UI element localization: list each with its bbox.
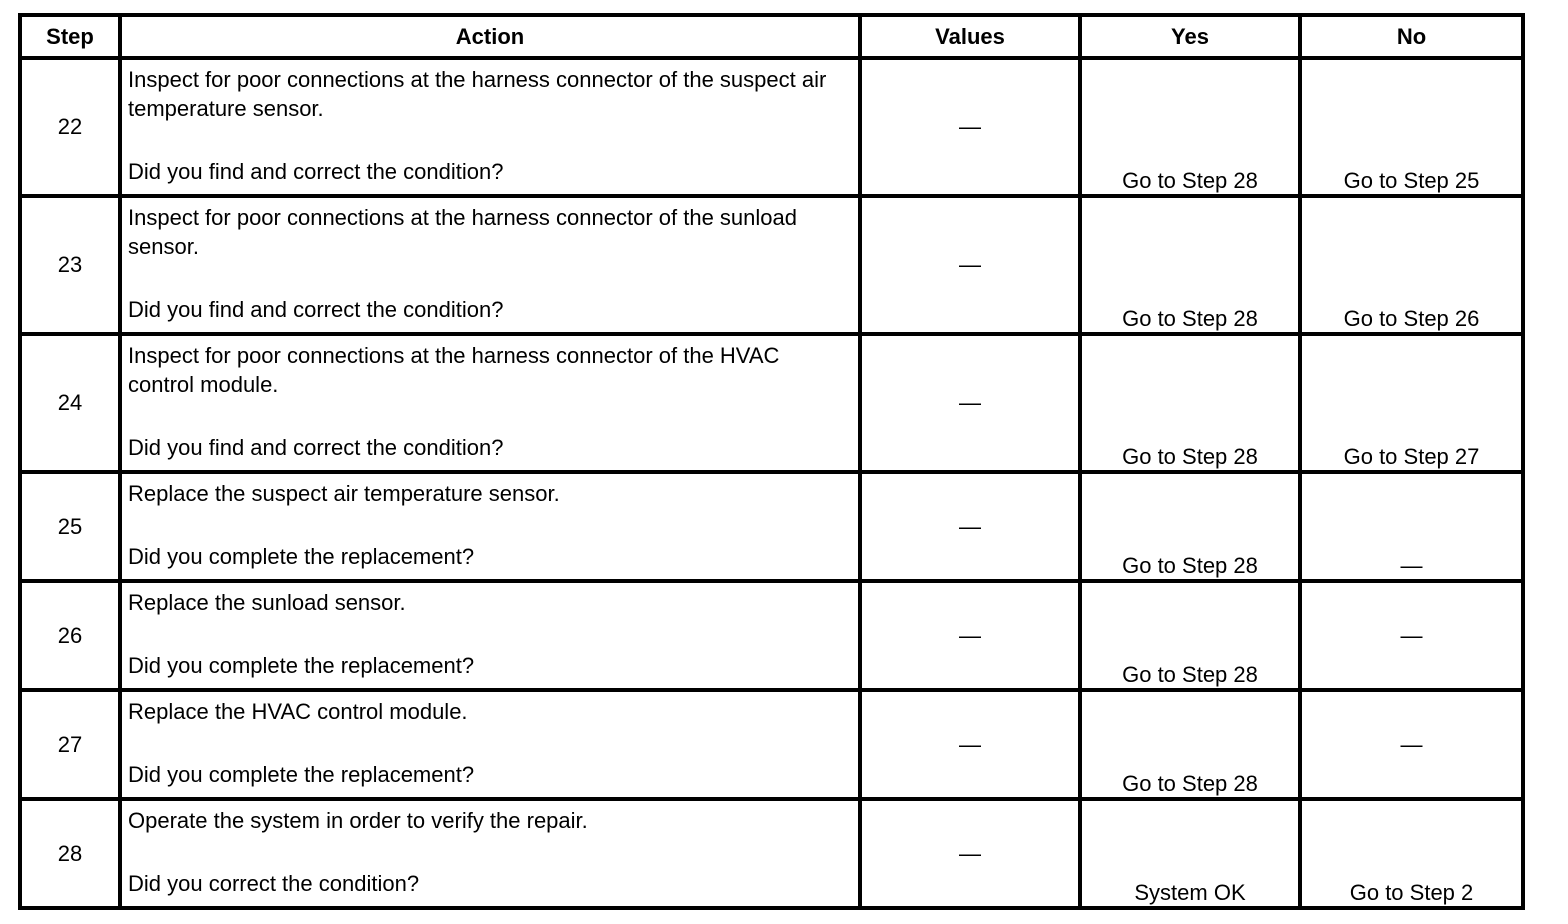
action-question: Did you correct the condition? — [128, 871, 420, 896]
no-cell: Go to Step 2 — [1300, 799, 1523, 908]
action-instruction: Replace the HVAC control module. — [128, 699, 468, 724]
step-number: 25 — [20, 472, 120, 581]
values-cell: — — [860, 334, 1080, 472]
values-cell: — — [860, 196, 1080, 334]
no-cell: — — [1300, 581, 1523, 690]
action-cell — [120, 334, 860, 472]
yes-cell: Go to Step 28 — [1080, 196, 1300, 334]
step-number: 22 — [20, 58, 120, 196]
yes-cell: Go to Step 28 — [1080, 334, 1300, 472]
action-instruction: Inspect for poor connections at the harness connector of the suspect air temperature sensor. — [128, 67, 827, 121]
no-cell: Go to Step 25 — [1300, 58, 1523, 196]
yes-cell: Go to Step 28 — [1080, 472, 1300, 581]
step-number: 28 — [20, 799, 120, 908]
diagnostic-steps-table — [18, 13, 1525, 910]
values-cell: — — [860, 799, 1080, 908]
values-cell: — — [860, 581, 1080, 690]
action-cell — [120, 58, 860, 196]
table-row — [20, 472, 1523, 581]
table-row — [20, 196, 1523, 334]
action-question: Did you find and correct the condition? — [128, 297, 504, 322]
step-number: 24 — [20, 334, 120, 472]
action-instruction: Replace the suspect air temperature sensor. — [128, 481, 560, 506]
action-instruction: Replace the sunload sensor. — [128, 590, 406, 615]
no-cell: Go to Step 26 — [1300, 196, 1523, 334]
yes-cell: Go to Step 28 — [1080, 581, 1300, 690]
yes-cell: Go to Step 28 — [1080, 58, 1300, 196]
table-row — [20, 799, 1523, 908]
yes-cell: Go to Step 28 — [1080, 690, 1300, 799]
action-cell — [120, 581, 860, 690]
step-number: 26 — [20, 581, 120, 690]
diagnostic-table-container — [18, 13, 1525, 910]
table-row — [20, 58, 1523, 196]
action-question: Did you find and correct the condition? — [128, 435, 504, 460]
action-cell — [120, 799, 860, 908]
table-row — [20, 334, 1523, 472]
action-cell — [120, 472, 860, 581]
header-action: Action — [120, 15, 860, 58]
action-question: Did you complete the replacement? — [128, 653, 475, 678]
values-cell: — — [860, 472, 1080, 581]
header-yes: Yes — [1080, 15, 1300, 58]
no-cell: — — [1300, 690, 1523, 799]
table-row — [20, 581, 1523, 690]
step-number: 23 — [20, 196, 120, 334]
header-step: Step — [20, 15, 120, 58]
no-cell: Go to Step 27 — [1300, 334, 1523, 472]
header-row — [20, 15, 1523, 58]
header-values: Values — [860, 15, 1080, 58]
action-cell — [120, 196, 860, 334]
action-cell — [120, 690, 860, 799]
action-question: Did you complete the replacement? — [128, 544, 475, 569]
yes-cell: System OK — [1080, 799, 1300, 908]
action-instruction: Inspect for poor connections at the harness connector of the sunload sensor. — [128, 205, 797, 259]
action-instruction: Operate the system in order to verify the repair. — [128, 808, 588, 833]
action-instruction: Inspect for poor connections at the harness connector of the HVAC control module. — [128, 343, 780, 397]
action-question: Did you find and correct the condition? — [128, 159, 504, 184]
header-no: No — [1300, 15, 1523, 58]
values-cell: — — [860, 690, 1080, 799]
values-cell: — — [860, 58, 1080, 196]
no-cell: — — [1300, 472, 1523, 581]
action-question: Did you complete the replacement? — [128, 762, 475, 787]
table-row — [20, 690, 1523, 799]
step-number: 27 — [20, 690, 120, 799]
